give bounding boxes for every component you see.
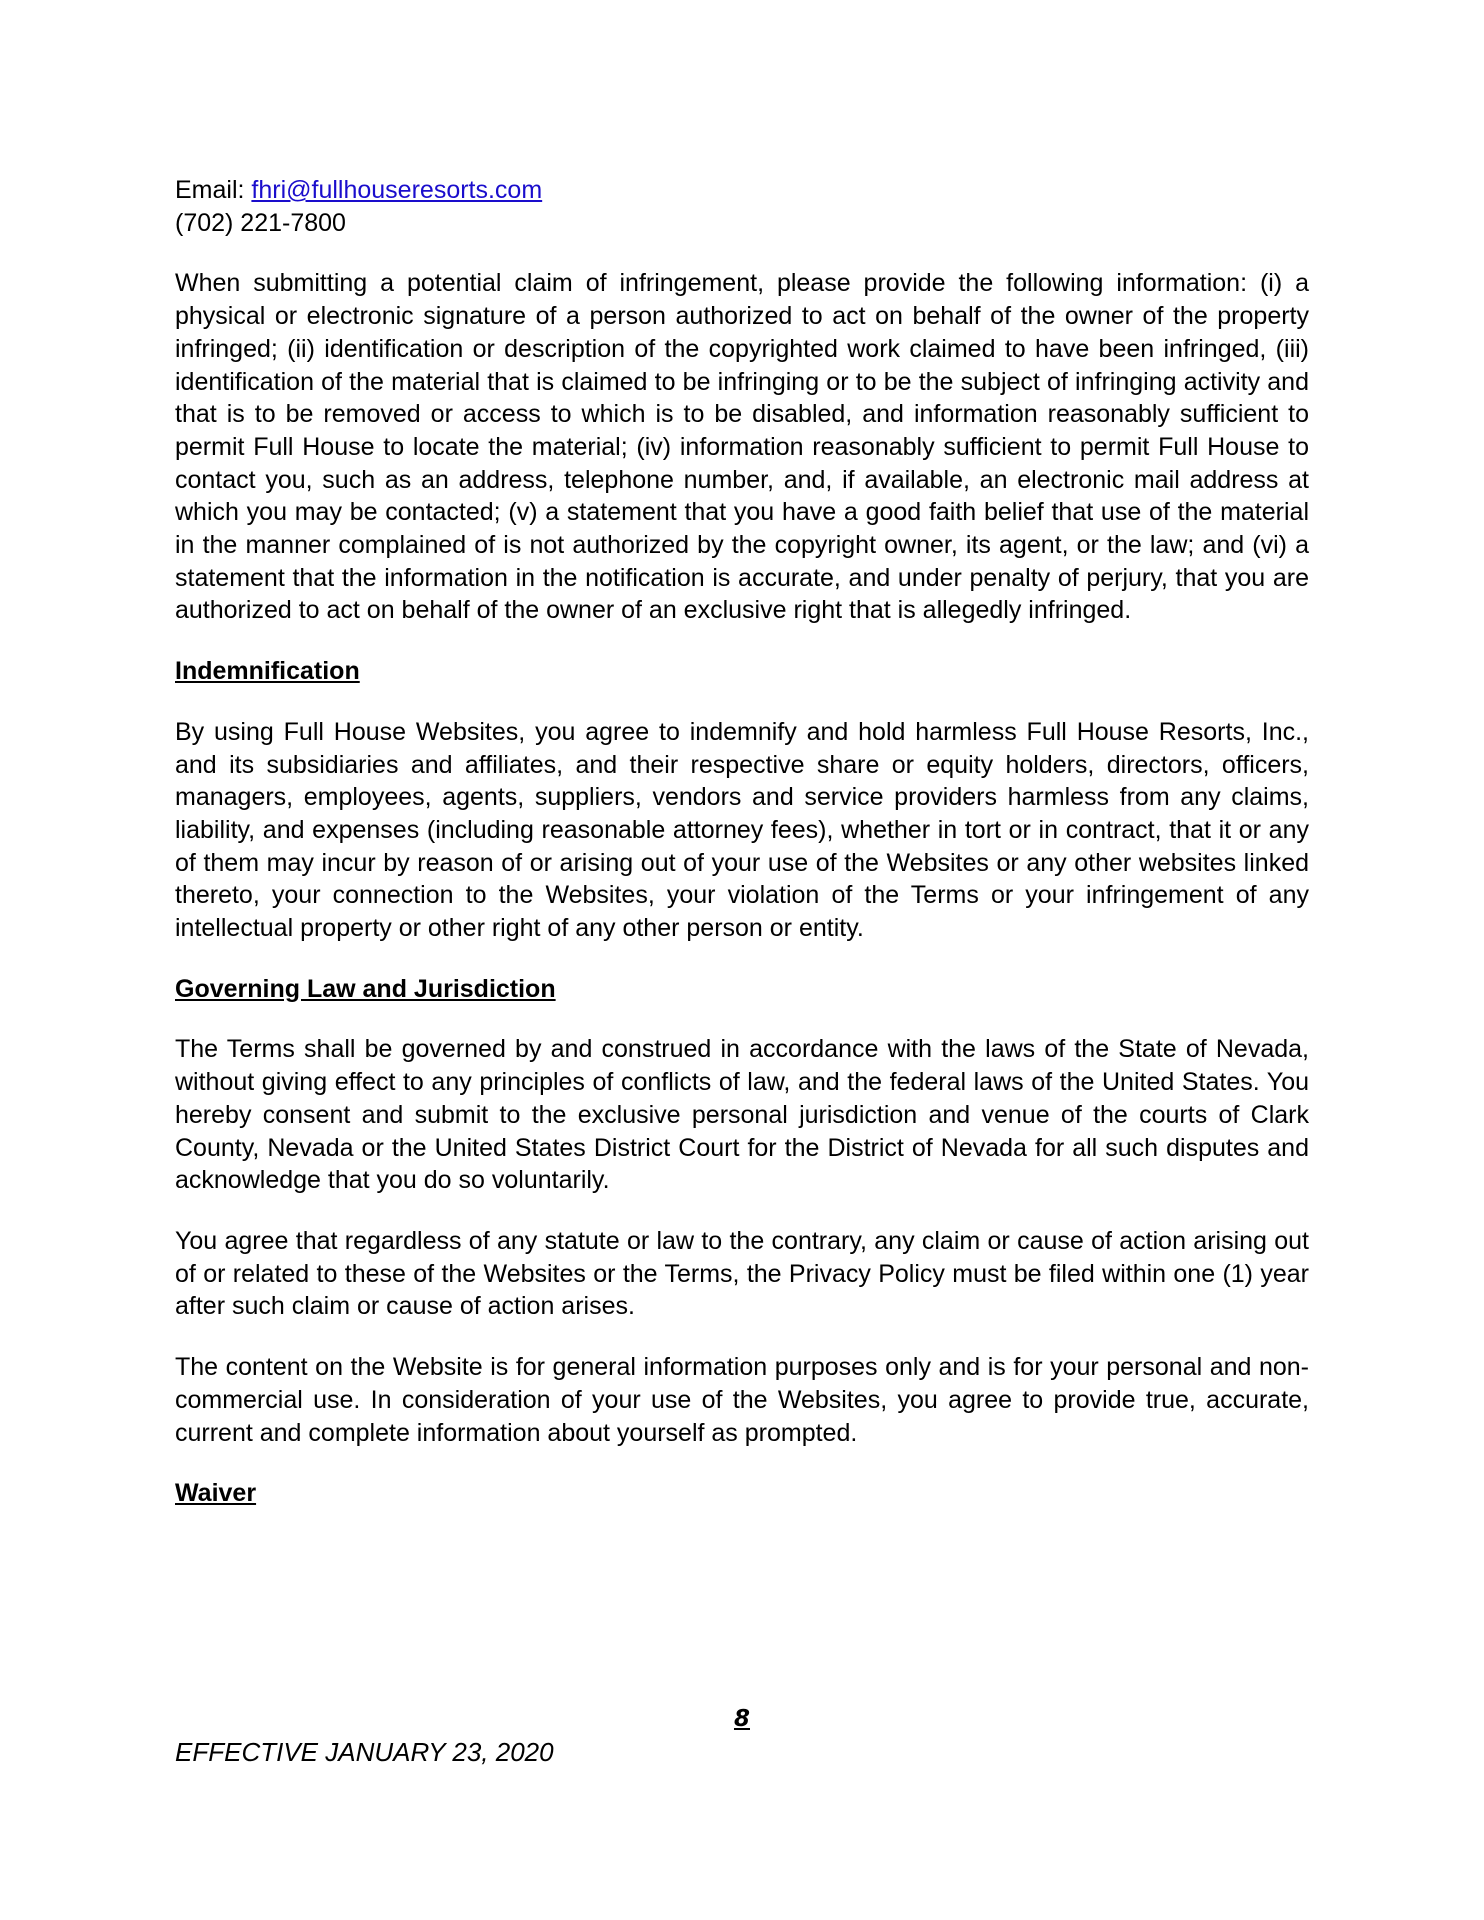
governing-law-heading: Governing Law and Jurisdiction — [175, 974, 556, 1003]
page-content — [175, 174, 1309, 1510]
infringement-claim-paragraph: When submitting a potential claim of infringement, please provide the following information: (i) a physical or electronic signature of a person authorized to act on behalf of the owner of the property infringed; (ii) identification or description of the copyrighted work claimed to have been infringed, (iii) identification of the material that is claimed to be infringing or to be the subject of infringing activity and that is to be removed or access to which is to be disabled, and information reasonably sufficient to permit Full House to locate the material; (iv) information reasonably sufficient to permit Full House to contact you, such as an address, telephone number, and, if available, an electronic mail address at which you may be contacted; (v) a statement that you have a good faith belief that use of the material in the manner complained of is not authorized by the copyright owner, its agent, or the law; and (vi) a statement that the information in the notification is accurate, and under penalty of perjury, that you are authorized to act on behalf of the owner of an exclusive right that is allegedly infringed. — [175, 269, 1309, 625]
footer-effective-date: EFFECTIVE JANUARY 23, 2020 — [175, 1737, 554, 1767]
phone-number: (702) 221-7800 — [175, 208, 346, 237]
indemnification-paragraph: By using Full House Websites, you agree to indemnify and hold harmless Full House Resorts, Inc., and its subsidiaries and affiliates, and their respective share or equity holders, directors, officers, managers, employees, agents, suppliers, vendors and service providers harmless from any claims, liability, and expenses (including reasonable attorney fees), whether in tort or in contract, that it or any of them may incur by reason of or arising out of your use of the Websites or any other websites linked thereto, your connection to the Websites, your violation of the Terms or your infringement of any intellectual property or other right of any other person or entity. — [175, 717, 1309, 943]
indemnification-heading: Indemnification — [175, 657, 360, 686]
governing-law-paragraph-3: The content on the Website is for general information purposes only and is for your personal and non-commercial use. In consideration of your use of the Websites, you agree to provide true, accurate, current and complete information about yourself as prompted. — [175, 1353, 1309, 1447]
governing-law-paragraph-2: You agree that regardless of any statute or law to the contrary, any claim or cause of action arising out of or related to these of the Websites or the Terms, the Privacy Policy must be filed within one (1) year after such claim or cause of action arises. — [175, 1226, 1309, 1321]
page-number: 8 — [733, 1706, 750, 1732]
governing-law-paragraph-1: The Terms shall be governed by and construed in accordance with the laws of the State of Nevada, without giving effect to any principles of conflicts of law, and the federal laws of the United States. You hereby consent and submit to the exclusive personal jurisdiction and venue of the courts of Clark County, Nevada or the United States District Court for the District of Nevada for all such disputes and acknowledge that you do so voluntarily. — [175, 1035, 1309, 1195]
email-line — [175, 174, 1309, 207]
waiver-heading: Waiver — [175, 1479, 257, 1508]
email-label: Email: — [175, 176, 252, 204]
email-link[interactable]: fhri@fullhouseresorts.com — [251, 176, 543, 204]
